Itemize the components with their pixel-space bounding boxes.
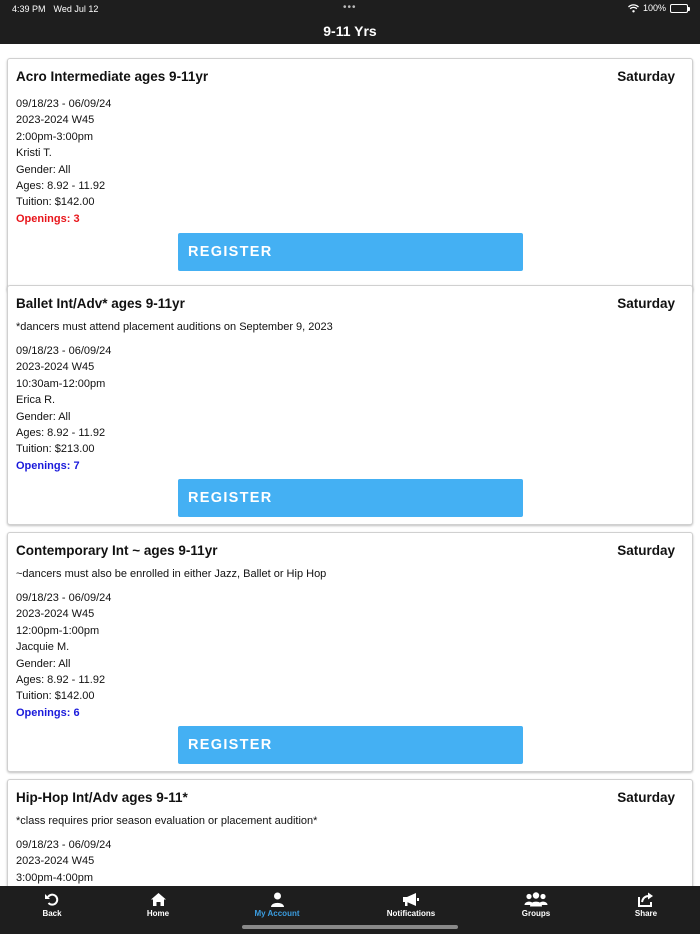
tab-label: Back: [42, 909, 62, 918]
class-tuition: Tuition: $142.00: [16, 196, 95, 209]
page-title: 9-11 Yrs: [0, 18, 700, 44]
class-day: Saturday: [617, 69, 675, 84]
class-day: Saturday: [617, 543, 675, 558]
class-ages: Ages: 8.92 - 11.92: [16, 180, 106, 193]
wifi-icon: [628, 4, 639, 13]
tab-label: Groups: [521, 909, 551, 918]
class-card: [7, 779, 693, 886]
class-time: 10:30am-12:00pm: [16, 377, 106, 390]
class-day: Saturday: [617, 790, 675, 805]
class-card: [7, 532, 693, 772]
class-tuition: Tuition: $213.00: [16, 443, 95, 456]
class-openings: Openings: 7: [16, 459, 80, 472]
tab-label: My Account: [254, 909, 300, 918]
home-icon: [150, 892, 167, 907]
class-instructor: Jacquie M.: [16, 641, 70, 654]
class-session: 2023-2024 W45: [16, 608, 95, 621]
tab-share[interactable]: [591, 892, 700, 918]
battery-percent: 100%: [642, 3, 666, 13]
class-time: 3:00pm-4:00pm: [16, 871, 94, 884]
class-note: *dancers must attend placement auditions on September 9, 2023: [16, 321, 333, 333]
class-dates: 09/18/23 - 06/09/24: [16, 345, 112, 357]
class-openings: Openings: 3: [16, 212, 80, 225]
class-card: [7, 58, 693, 292]
class-note: *class requires prior season evaluation or placement audition*: [16, 815, 318, 827]
class-ages: Ages: 8.92 - 11.92: [16, 674, 106, 687]
class-title: Hip-Hop Int/Adv ages 9-11*: [16, 790, 188, 805]
tab-label: Home: [146, 909, 170, 918]
class-details: [16, 96, 111, 227]
register-button[interactable]: REGISTER: [178, 479, 523, 517]
class-card: [7, 285, 693, 525]
class-details: [16, 837, 111, 886]
class-openings: Openings: 6: [16, 706, 80, 719]
user-icon: [270, 892, 285, 907]
class-ages: Ages: 8.92 - 11.92: [16, 427, 106, 440]
class-session: 2023-2024 W45: [16, 361, 95, 374]
class-dates: 09/18/23 - 06/09/24: [16, 592, 112, 604]
register-button[interactable]: REGISTER: [178, 233, 523, 271]
tab-groups[interactable]: [481, 892, 591, 918]
class-title: Acro Intermediate ages 9-11yr: [16, 69, 209, 84]
undo-icon: [44, 892, 60, 907]
class-dates: 09/18/23 - 06/09/24: [16, 839, 112, 851]
class-day: Saturday: [617, 296, 675, 311]
share-icon: [638, 892, 654, 907]
megaphone-icon: [402, 892, 420, 907]
class-session: 2023-2024 W45: [16, 114, 95, 127]
status-time-date: [12, 4, 98, 14]
home-indicator: [242, 925, 458, 929]
status-right: [628, 3, 688, 13]
group-icon: [524, 892, 548, 907]
class-gender: Gender: All: [16, 163, 71, 176]
class-title: Contemporary Int ~ ages 9-11yr: [16, 543, 218, 558]
class-time: 12:00pm-1:00pm: [16, 624, 100, 637]
class-list[interactable]: [0, 44, 700, 886]
class-tuition: Tuition: $142.00: [16, 690, 95, 703]
class-gender: Gender: All: [16, 657, 71, 670]
multitasking-dots-icon[interactable]: •••: [343, 2, 357, 13]
status-bar: [0, 0, 700, 18]
class-session: 2023-2024 W45: [16, 855, 95, 868]
tab-my-account[interactable]: [222, 892, 332, 918]
status-time: 4:39 PM: [12, 4, 46, 14]
class-details: [16, 590, 111, 721]
tab-back[interactable]: [0, 892, 107, 918]
register-button[interactable]: REGISTER: [178, 726, 523, 764]
tab-home[interactable]: [103, 892, 213, 918]
class-dates: 09/18/23 - 06/09/24: [16, 98, 112, 110]
tab-label: Notifications: [386, 909, 436, 918]
status-date: Wed Jul 12: [53, 4, 99, 14]
tab-label: Share: [634, 909, 658, 918]
class-instructor: Kristi T.: [16, 147, 52, 160]
class-gender: Gender: All: [16, 410, 71, 423]
class-instructor: Erica R.: [16, 394, 56, 407]
class-note: ~dancers must also be enrolled in either Jazz, Ballet or Hip Hop: [16, 568, 327, 580]
class-time: 2:00pm-3:00pm: [16, 130, 94, 143]
class-title: Ballet Int/Adv* ages 9-11yr: [16, 296, 185, 311]
tab-notifications[interactable]: [356, 892, 466, 918]
battery-icon: [670, 4, 688, 13]
class-details: [16, 343, 111, 474]
